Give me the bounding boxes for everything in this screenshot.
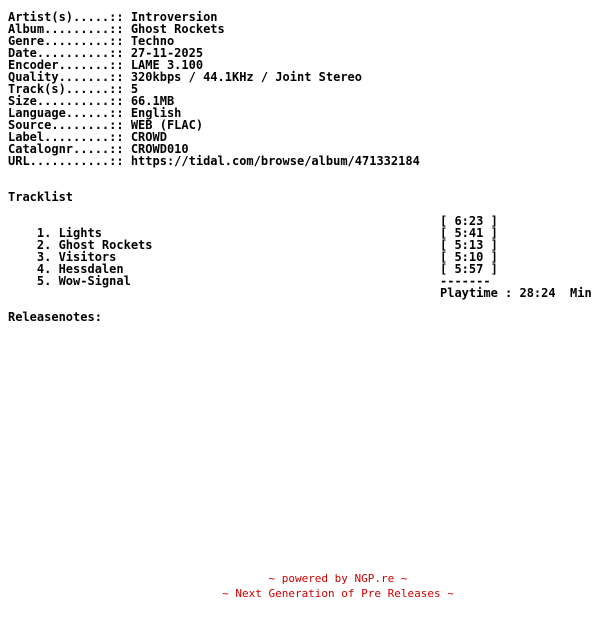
info-date: Date..........:: 27-11-2025 [8, 46, 204, 60]
info-tracks: Track(s)......:: 5 [8, 82, 139, 96]
tracklist-heading: Tracklist [8, 190, 74, 204]
footer-tagline: ~ Next Generation of Pre Releases ~ [222, 587, 454, 600]
info-encoder: Encoder.......:: LAME 3.100 [8, 58, 204, 72]
info-catalognr: Catalognr.....:: CROWD010 [8, 142, 189, 156]
track-name: 5. Wow-Signal [36, 274, 131, 288]
info-quality: Quality.......:: 320kbps / 44.1KHz / Joint Stereo [8, 70, 363, 84]
nfo-document [8, 10, 592, 324]
track-name: 1. Lights [36, 226, 102, 240]
total-playtime: Playtime : 28:24 Min [440, 286, 592, 300]
info-label: Label.........:: CROWD [8, 130, 167, 144]
info-size: Size..........:: 66.1MB [8, 94, 175, 108]
spacer [8, 167, 420, 179]
track-duration: [ 5:13 ] [440, 238, 498, 252]
separator-row [8, 274, 491, 288]
track-duration: [ 6:23 ] [440, 214, 498, 228]
footer-powered-by: ~ powered by NGP.re ~ [268, 572, 408, 585]
track-row [8, 262, 498, 288]
track-name: 4. Hessdalen [36, 262, 124, 276]
playtime-separator: ------- [440, 274, 491, 288]
info-language: Language......:: English [8, 106, 182, 120]
spacer [8, 203, 420, 215]
track-name: 2. Ghost Rockets [36, 238, 153, 252]
track-duration: [ 5:41 ] [440, 226, 498, 240]
info-url: URL...........:: https://tidal.com/browse/album/471332184 [8, 154, 420, 168]
info-artist: Artist(s).....:: Introversion [8, 10, 218, 24]
playtime-row [8, 286, 592, 300]
info-album: Album.........:: Ghost Rockets [8, 22, 225, 36]
info-genre: Genre.........:: Techno [8, 34, 175, 48]
track-name: 3. Visitors [36, 250, 117, 264]
info-source: Source........:: WEB (FLAC) [8, 118, 204, 132]
track-duration: [ 5:57 ] [440, 262, 498, 276]
track-duration: [ 5:10 ] [440, 250, 498, 264]
releasenotes-heading: Releasenotes: [8, 310, 102, 324]
